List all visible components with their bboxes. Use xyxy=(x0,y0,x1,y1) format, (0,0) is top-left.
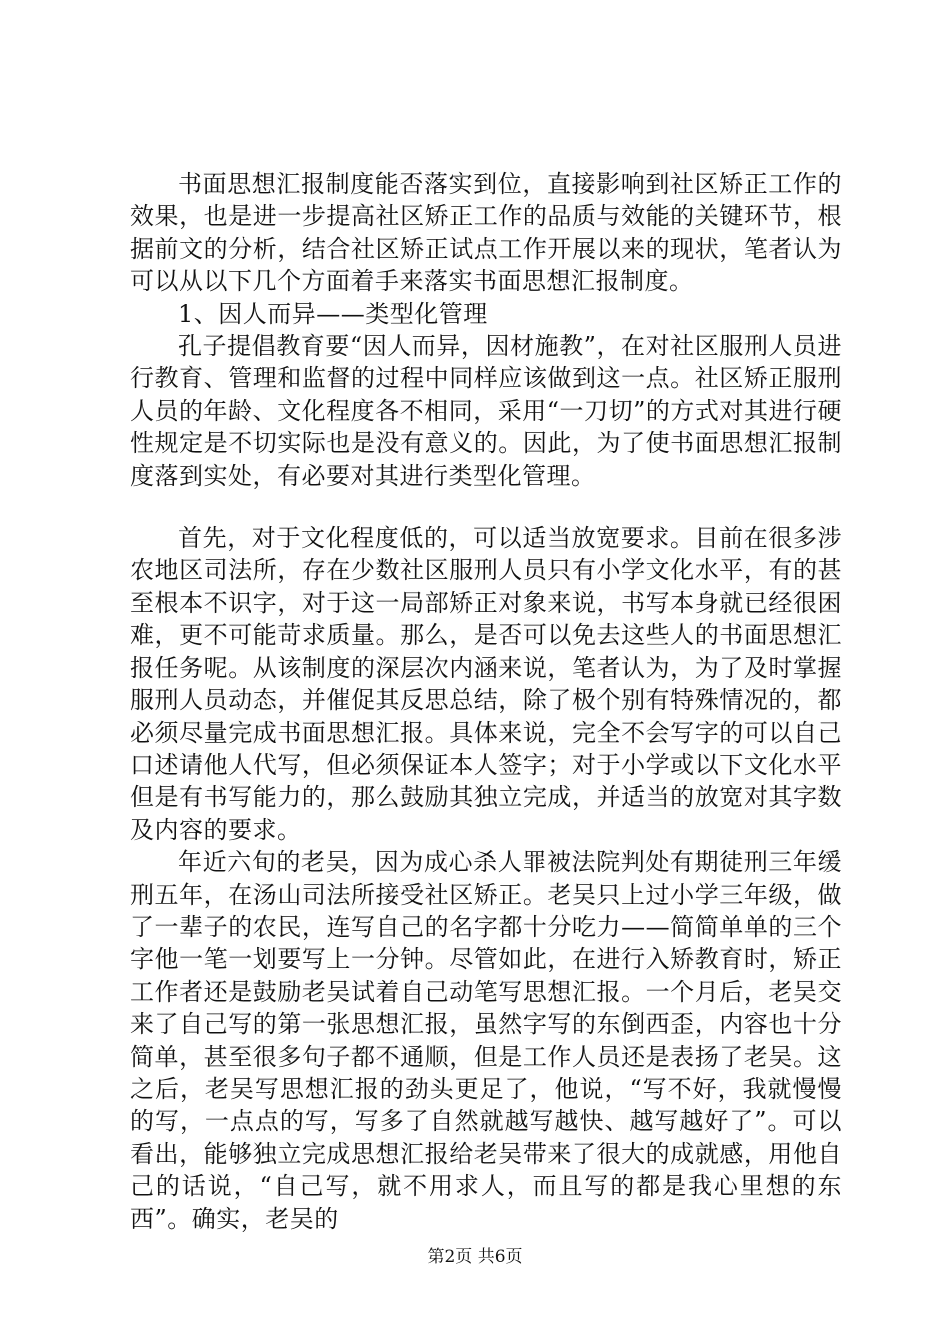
page-number-footer: 第2页 共6页 xyxy=(427,1247,523,1267)
document-body xyxy=(130,168,842,1235)
paragraph-confucius: 孔子提倡教育要“因人而异，因材施教”，在对社区服刑人员进行教育、管理和监督的过程中同样应该做到这一点。社区矫正服刑人员的年龄、文化程度各不相同，采用“一刀切”的方式对其进行硬性规定是不切实际也是没有意义的。因此，为了使书面思想汇报制度落到实处，有必要对其进行类型化管理。 xyxy=(130,332,842,490)
paragraph-first: 首先，对于文化程度低的，可以适当放宽要求。目前在很多涉农地区司法所，存在少数社区服刑人员只有小学文化水平，有的甚至根本不识字，对于这一局部矫正对象来说，书写本身就已经很困难，更不可能苛求质量。那么，是否可以免去这些人的书面思想汇报任务呢。从该制度的深层次内涵来说，笔者认为，为了及时掌握服刑人员动态，并催促其反思总结，除了极个别有特殊情况的，都必须尽量完成书面思想汇报。具体来说，完全不会写字的可以自己口述请他人代写，但必须保证本人签字；对于小学或以下文化水平但是有书写能力的，那么鼓励其独立完成，并适当的放宽对其字数及内容的要求。 xyxy=(130,524,842,844)
paragraph-gap xyxy=(130,492,842,522)
section-heading: 1、因人而异——类型化管理 xyxy=(178,299,488,328)
paragraph-case: 年近六旬的老吴，因为成心杀人罪被法院判处有期徒刑三年缓刑五年，在汤山司法所接受社区矫正。老吴只上过小学三年级，做了一辈子的农民，连写自己的名字都十分吃力——简简单单的三个字他一笔一划要写上一分钟。尽管如此，在进行入矫教育时，矫正工作者还是鼓励老吴试着自己动笔写思想汇报。一个月后，老吴交来了自己写的第一张思想汇报，虽然字写的东倒西歪，内容也十分简单，甚至很多句子都不通顺，但是工作人员还是表扬了老吴。这之后，老吴写思想汇报的劲头更足了，他说，“写不好，我就慢慢的写，一点点的写，写多了自然就越写越快、越写越好了”。可以看出，能够独立完成思想汇报给老吴带来了很大的成就感，用他自己的话说，“自己写，就不用求人，而且写的都是我心里想的东西”。确实，老吴的 xyxy=(130,848,842,1233)
paragraph-intro: 书面思想汇报制度能否落实到位，直接影响到社区矫正工作的效果，也是进一步提高社区矫正工作的品质与效能的关键环节，根据前文的分析，结合社区矫正试点工作开展以来的现状，笔者认为可以从以下几个方面着手来落实书面思想汇报制度。 xyxy=(130,170,842,296)
